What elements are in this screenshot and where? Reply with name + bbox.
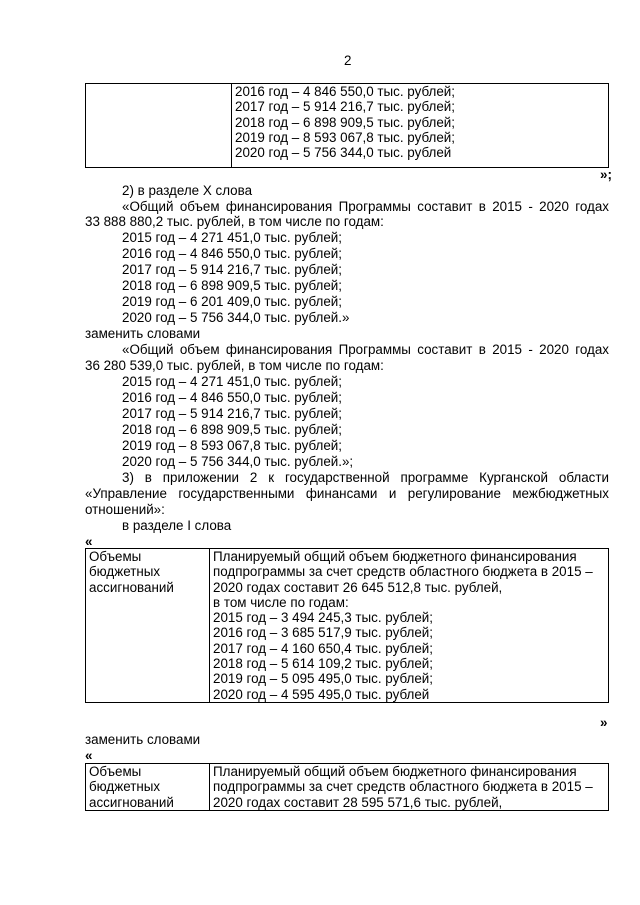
open-quote-mark: « xyxy=(85,534,93,549)
table-bottom xyxy=(85,763,609,811)
table-top-line: 2019 год – 8 593 067,8 тыс. рублей; xyxy=(235,129,455,145)
table-top-line: 2018 год – 6 898 909,5 тыс. рублей; xyxy=(235,114,455,130)
section2-year: 2016 год – 4 846 550,0 тыс. рублей; xyxy=(122,246,342,261)
table-bottom-left-line: бюджетных xyxy=(89,779,161,795)
table-mid-left-line: ассигнований xyxy=(89,579,174,595)
section3-subheading: в разделе I слова xyxy=(122,518,232,533)
replace-label-2: заменить словами xyxy=(85,732,201,747)
table-bottom-left-line: Объемы xyxy=(89,764,142,779)
section2-new-quote-line2: 36 280 539,0 тыс. рублей, в том числе по годам: xyxy=(85,358,384,373)
open-quote-mark-2: « xyxy=(85,748,93,763)
table-top-right-cell xyxy=(232,84,609,168)
replace-label: заменить словами xyxy=(85,326,201,341)
table-bottom-left-cell xyxy=(86,764,210,811)
table-mid-line: 2019 год – 5 095 495,0 тыс. рублей; xyxy=(213,671,433,687)
table-mid-left-line: бюджетных xyxy=(89,564,161,580)
table-mid-line: 2020 годах составит 26 645 512,8 тыс. рублей, xyxy=(213,579,503,595)
section2-year: 2017 год – 5 914 216,7 тыс. рублей; xyxy=(122,262,342,277)
section3-line3: отношений»: xyxy=(85,502,165,517)
table-mid-line: 2017 год – 4 160 650,4 тыс. рублей; xyxy=(213,640,433,656)
table-top-line: 2020 год – 5 756 344,0 тыс. рублей xyxy=(235,145,452,161)
section2-new-quote-line1: «Общий объем финансирования Программы составит в 2015 - 2020 годах xyxy=(122,342,609,357)
close-quote-mark: »; xyxy=(600,167,612,182)
table-mid-line: подпрограммы за счет средств областного бюджета в 2015 – xyxy=(213,564,593,580)
section2-year: 2019 год – 6 201 409,0 тыс. рублей; xyxy=(122,294,342,309)
table-mid-line: 2016 год – 3 685 517,9 тыс. рублей; xyxy=(213,625,433,641)
table-bottom-left-line: ассигнований xyxy=(89,794,174,810)
page-number: 2 xyxy=(344,53,352,68)
section2-new-year: 2015 год – 4 271 451,0 тыс. рублей; xyxy=(122,374,342,389)
table-mid-line: 2015 год – 3 494 245,3 тыс. рублей; xyxy=(213,610,433,626)
section2-heading: 2) в разделе X слова xyxy=(122,183,253,198)
table-top-left-cell xyxy=(86,84,232,168)
section2-new-year: 2017 год – 5 914 216,7 тыс. рублей; xyxy=(122,406,342,421)
table-bottom-right-cell xyxy=(210,764,609,811)
section2-new-year: 2016 год – 4 846 550,0 тыс. рублей; xyxy=(122,390,342,405)
table-mid xyxy=(85,548,609,703)
section2-new-year: 2018 год – 6 898 909,5 тыс. рублей; xyxy=(122,422,342,437)
table-bottom-line: Планируемый общий объем бюджетного финансирования xyxy=(213,764,577,779)
section3-line1: 3) в приложении 2 к государственной программе Курганской области xyxy=(122,470,609,485)
table-top-line: 2017 год – 5 914 216,7 тыс. рублей; xyxy=(235,99,455,115)
table-top-line: 2016 год – 4 846 550,0 тыс. рублей; xyxy=(235,84,455,99)
table-top xyxy=(85,83,609,168)
close-quote-mark: » xyxy=(600,715,608,730)
section2-quote-line2: 33 888 880,2 тыс. рублей, в том числе по годам: xyxy=(85,214,384,229)
section2-year: 2018 год – 6 898 909,5 тыс. рублей; xyxy=(122,278,342,293)
table-mid-line: 2020 год – 4 595 495,0 тыс. рублей xyxy=(213,686,430,702)
table-mid-line: Планируемый общий объем бюджетного финансирования xyxy=(213,549,577,564)
section3-line2: «Управление государственными финансами и регулирование межбюджетных xyxy=(85,486,609,501)
section2-new-year: 2020 год – 5 756 344,0 тыс. рублей.»; xyxy=(122,454,354,469)
table-mid-right-cell xyxy=(210,549,609,703)
section2-year: 2020 год – 5 756 344,0 тыс. рублей.» xyxy=(122,310,350,325)
section2-new-year: 2019 год – 8 593 067,8 тыс. рублей; xyxy=(122,438,342,453)
table-mid-left-line: Объемы xyxy=(89,549,142,564)
table-bottom-line: 2020 годах составит 28 595 571,6 тыс. рублей, xyxy=(213,794,503,810)
section2-year: 2015 год – 4 271 451,0 тыс. рублей; xyxy=(122,230,342,245)
table-mid-line: в том числе по годам: xyxy=(213,594,349,610)
table-mid-left-cell xyxy=(86,549,210,703)
table-mid-line: 2018 год – 5 614 109,2 тыс. рублей; xyxy=(213,656,433,672)
section2-quote-line1: «Общий объем финансирования Программы составит в 2015 - 2020 годах xyxy=(122,199,609,214)
table-bottom-line: подпрограммы за счет средств областного бюджета в 2015 – xyxy=(213,779,593,795)
